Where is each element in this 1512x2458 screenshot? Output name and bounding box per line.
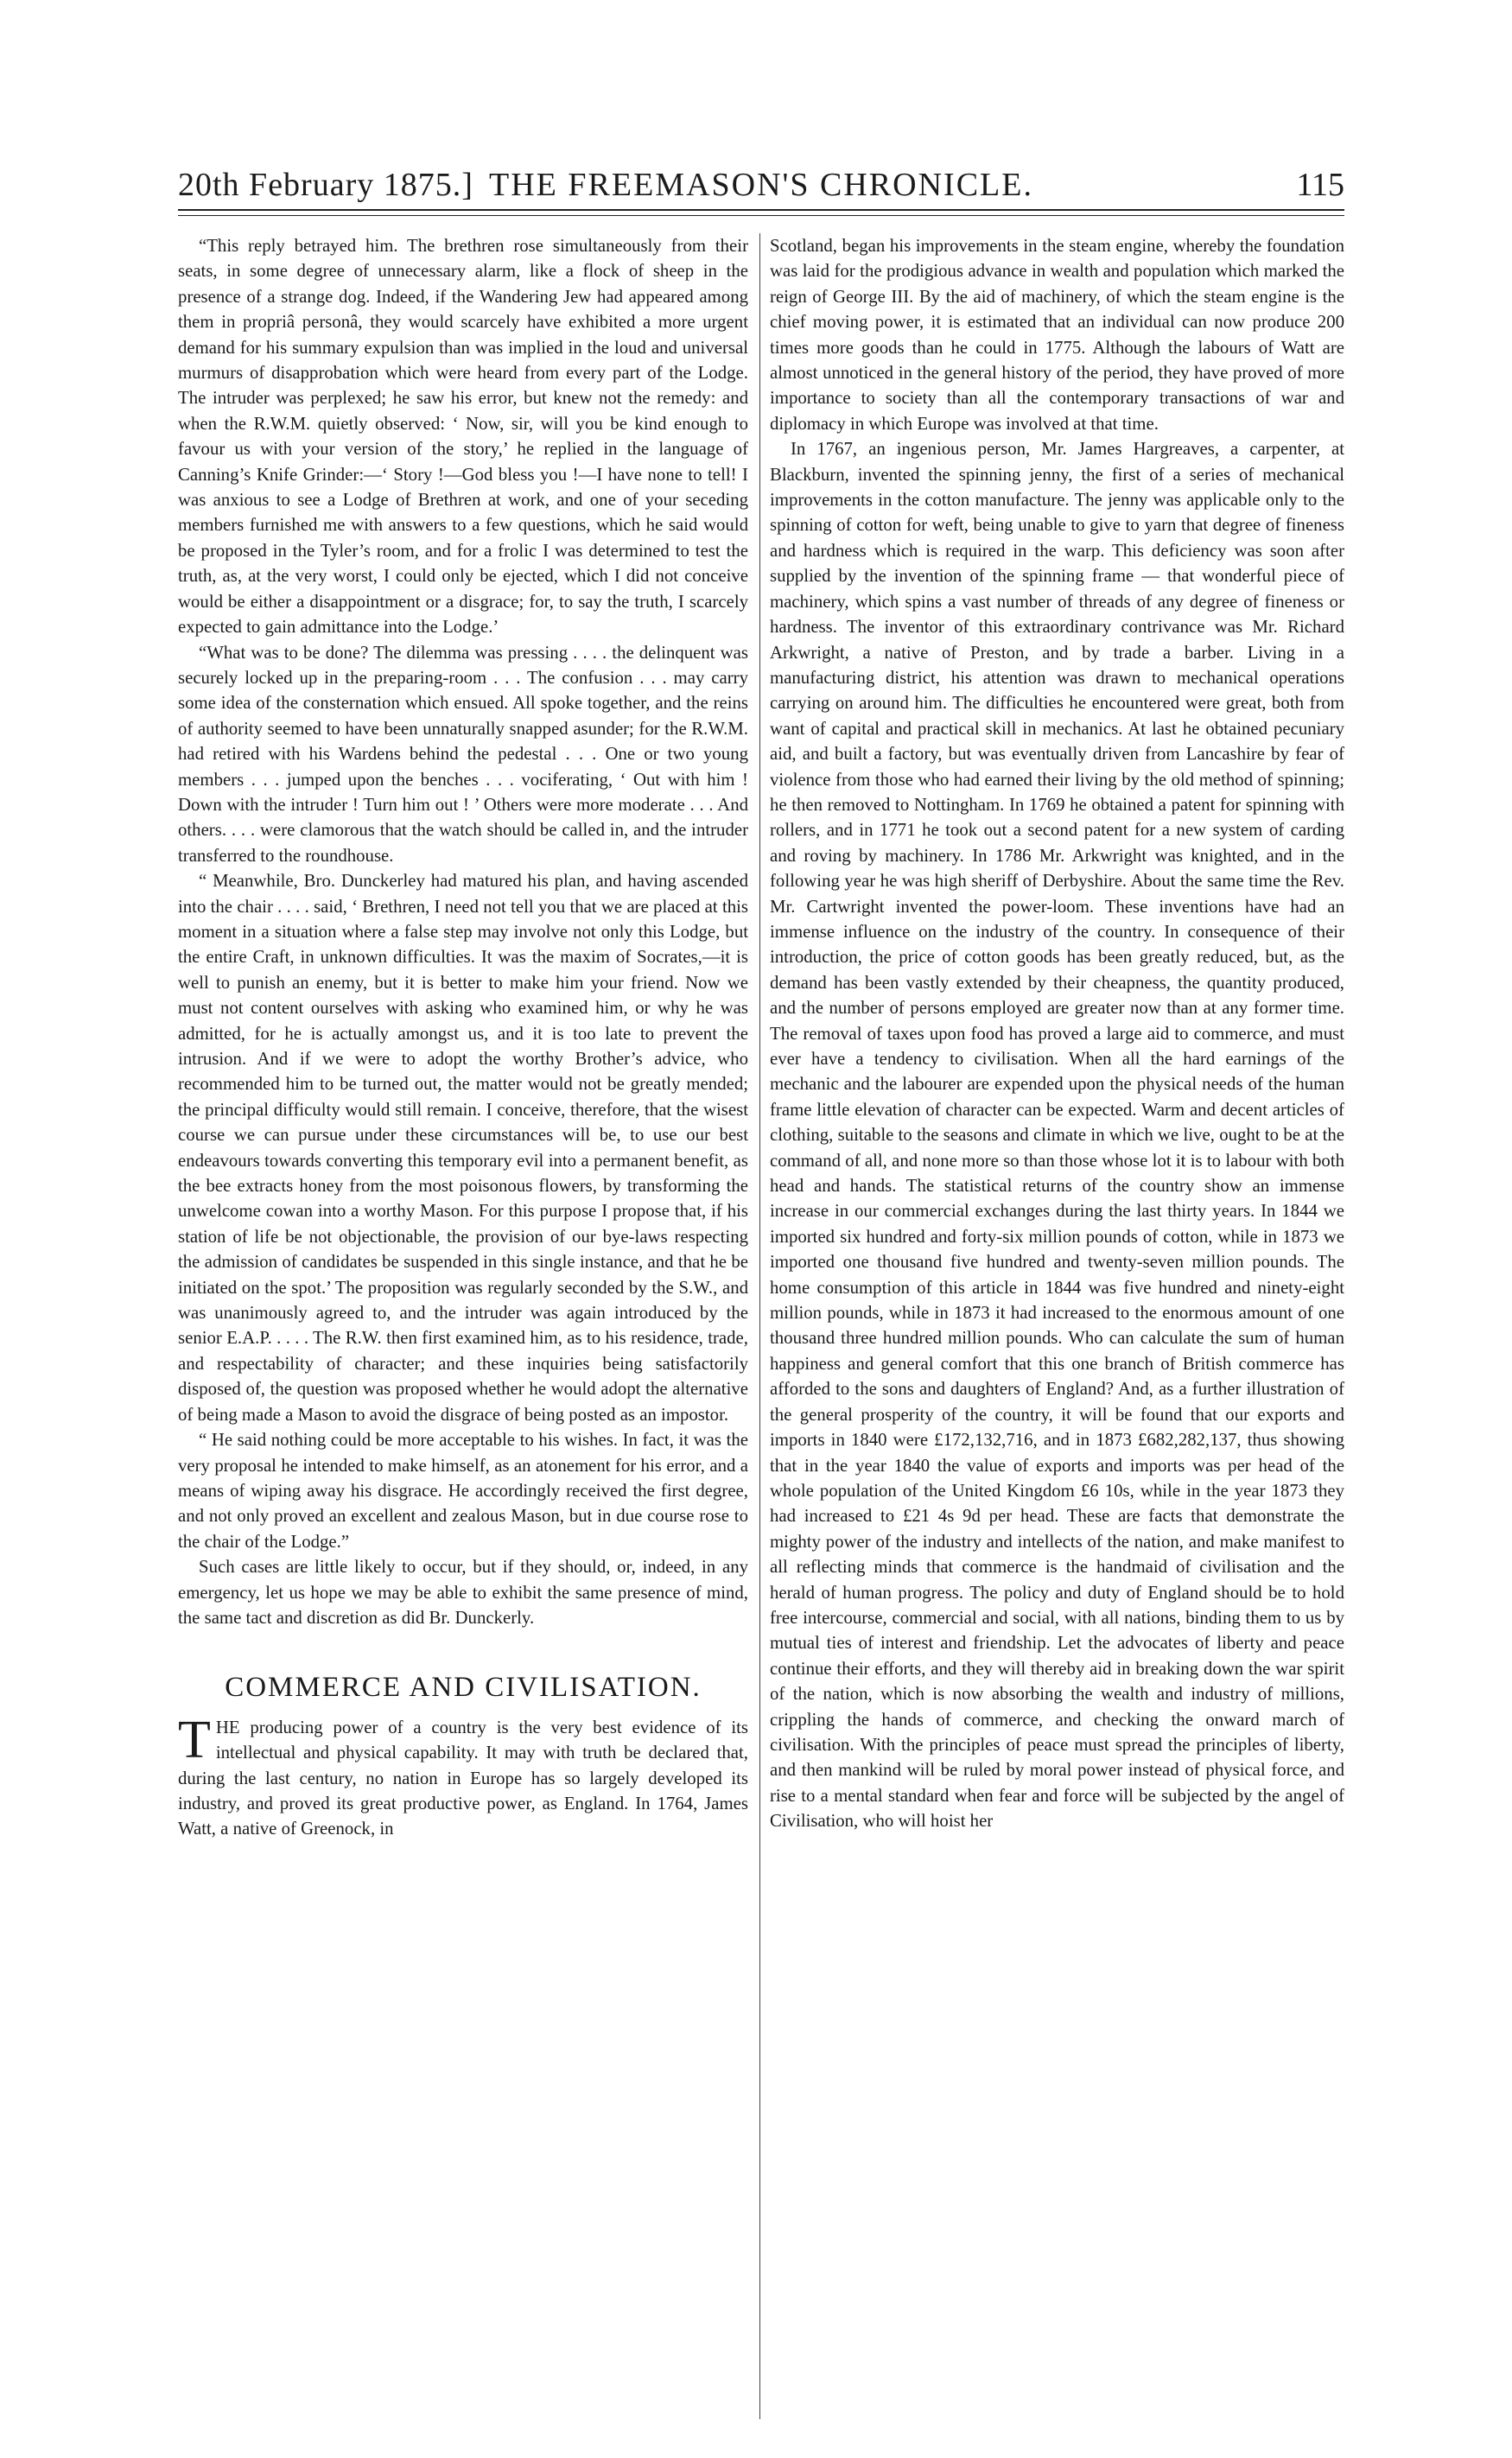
body-paragraph: “This reply betrayed him. The brethren rose simultaneously from their seats, in some degree of unnecessary alarm, like a flock of sheep in the presence of a strange dog. Indeed, if the Wandering Jew had appeared among them in propriâ personâ, they would scarcely have exhibited a more urgent demand for his summary expulsion than was implied in the loud and universal murmurs of disapprobation which were heard from every part of the Lodge. The intruder was perplexed; he saw his error, but knew not the remedy: and when the R.W.M. quietly observed: ‘ Now, sir, will you be kind enough to favour us with your version of the story,’ he replied in the language of Canning’s Knife Grinder:—‘ Story !—God bless you !—I have none to tell! I was anxious to see a Lodge of Brethren at work, and one of your seceding members furnished me with answers to a few questions, which he said would be proposed in the Tyler’s room, and for a frolic I was determined to test the truth, as, at the very worst, I could only be ejected, which I did not conceive would be either a disappointment or a disgrace; for, to say the truth, I scarcely expected to gain admittance into the Lodge.’ <box>178 236 748 638</box>
body-paragraph: “ He said nothing could be more acceptable to his wishes. In fact, it was the very proposal he intended to make himself, as an atonement for his error, and a means of wiping away his disgrace. He accordingly received the first degree, and not only proved an excellent and zealous Mason, but in due course rose to the chair of the Lodge.” <box>178 1430 748 1552</box>
header-rule-thin <box>178 215 1344 216</box>
body-paragraph: In 1767, an ingenious person, Mr. James Hargreaves, a carpenter, at Blackburn, invented the spinning jenny, the first of a series of mechanical improvements in the cotton manufacture. The jenny was applicable only to the spinning of cotton for weft, being unable to give to yarn that degree of fineness and hardness which is required in the warp. This deficiency was soon after supplied by the invention of the spinning frame — that wonderful piece of machinery, which spins a vast number of threads of any degree of fineness or hardness. The inventor of this extraordinary contrivance was Mr. Richard Arkwright, a native of Preston, and by trade a barber. Living in a manufacturing district, his attention was drawn to mechanical operations carrying on around him. The difficulties he encountered were great, both from want of capital and practical skill in mechanics. At last he obtained pecuniary aid, and built a factory, but was eventually driven from Lancashire by fear of violence from those who had earned their living by the old method of spinning; he then removed to Nottingham. In 1769 he obtained a patent for spinning with rollers, and in 1771 he took out a second patent for a new system of carding and roving by machinery. In 1786 Mr. Arkwright was knighted, and in the following year he was high sheriff of Derbyshire. About the same time the Rev. Mr. Cartwright invented the power-loom. These inventions have had an immense influence on the industry of the country. In consequence of their introduction, the price of cotton goods has been greatly reduced, but, as the demand has been vastly extended by their cheapness, the quantity produced, and the number of persons employed are greater now than at any former time. The removal of taxes upon food has proved a large aid to commerce, and must ever have a tendency to civilisation. When all the hard earnings of the mechanic and the labourer are expended upon the physical needs of the human frame little elevation of character can be expected. Warm and decent articles of clothing, suitable to the seasons and climate in which we live, ought to be at the command of all, and none more so than those whose lot it is to labour with both head and hands. The statistical returns of the country show an immense increase in our commercial exchanges during the last thirty years. In 1844 we imported six hundred and forty-six million pounds of cotton, while in 1873 we imported one thousand five hundred and twenty-seven million pounds. The home consumption of this article in 1844 was five hundred and ninety-eight million pounds, while in 1873 it had increased to the enormous amount of one thousand three hundred million pounds. Who can calculate the sum of human happiness and general comfort that this one branch of British commerce has afforded to the sons and daughters of England? And, as a further illustration of the general prosperity of the country, it will be found that our exports and imports in 1840 were £172,132,716, and in 1873 £682,282,137, thus showing that in the year 1840 the value of exports and imports was per head of the whole population of the United Kingdom £6 10s, while in the year 1873 they had increased to £21 4s 9d per head. These are facts that demonstrate the mighty power of the industry and intellects of the nation, and make manifest to all reflecting minds that commerce is the handmaid of civilisation and the herald of human progress. The policy and duty of England should be to hold free intercourse, commercial and social, with all nations, binding them to us by mutual ties of interest and friendship. Let the advocates of liberty and peace continue their efforts, and they will thereby aid in breaking down the war spirit of the nation, which is now absorbing the wealth and industry of millions, crippling the hands of commerce, and checking the onward march of civilisation. With the principles of peace must spread the principles of liberty, and then mankind will be ruled by moral power instead of physical force, and rise to a mental standard when fear and force will be subjected by the angel of Civilisation, who will hoist her <box>770 439 1344 1832</box>
section-title: COMMERCE AND CIVILISATION. <box>225 1672 702 1704</box>
section-paragraph <box>178 1710 748 1842</box>
issue-date: 20th February 1875.] <box>178 167 473 203</box>
body-paragraph: “What was to be done? The dilemma was pressing . . . . the delinquent was securely locked up in the preparing-room . . . The confusion . . . may carry some idea of the consternation which ensued. All spoke together, and the reins of authority seemed to have been unnaturally snapped asunder; for the R.W.M. had retired with his Wardens behind the pedestal . . . One or two young members . . . jumped upon the benches . . . vociferating, ‘ Out with him ! Down with the intruder ! Turn him out ! ’ Others were more moderate . . . And others. . . . were clamorous that the watch should be called in, and the intruder transferred to the roundhouse. <box>178 642 748 866</box>
body-paragraph: “ Meanwhile, Bro. Dunckerley had matured his plan, and having ascended into the chair . . . . said, ‘ Brethren, I need not tell you that we are placed at this moment in a situation where a false step may involve not only this Lodge, but the entire Craft, in unknown difficulties. It was the maxim of Socrates,—it is well to punish an enemy, but it is better to make him your friend. Now we must not content ourselves with asking who examined him, or why he was admitted, for he is actually amongst us, and it is too late to prevent the intrusion. And if we were to adopt the worthy Brother’s advice, who recommended him to be turned out, the matter would not be greatly mended; the principal difficulty would still remain. I conceive, therefore, that the wisest course we can pursue under these circumstances will be, to use our best endeavours towards converting this temporary evil into a permanent benefit, as the bee extracts honey from the most poisonous flowers, by transforming the unwelcome cowan into a worthy Mason. For this purpose I propose that, if his station of life be not objectionable, the provision of our bye-laws respecting the admission of candidates be suspended in this single instance, and that he be initiated on the spot.’ The proposition was regularly seconded by the S.W., and was unanimously agreed to, and the intruder was again introduced by the senior E.A.P. . . . . The R.W. then first examined him, as to his residence, trade, and respectability of character; and these inquiries being satisfactorily disposed of, the question was proposed whether he would adopt the alternative of being made a Mason to avoid the disgrace of being posted as an impostor. <box>178 871 748 1425</box>
body-paragraph: Scotland, began his improvements in the steam engine, whereby the foundation was laid for the prodigious advance in wealth and population which marked the reign of George III. By the aid of machinery, of which the steam engine is the chief moving power, it is estimated that an individual can now produce 200 times more goods than he could in 1775. Although the labours of Watt are almost unnoticed in the general history of the period, they have proved of more importance to society than all the contemporary transactions of war and diplomacy in which Europe was involved at that time. <box>770 236 1344 434</box>
header-rule <box>178 209 1344 211</box>
page-number: 115 <box>1296 167 1344 203</box>
right-column <box>770 233 1344 1834</box>
body-paragraph: Such cases are little likely to occur, but if they should, or, indeed, in any emergency, let us hope we may be able to exhibit the same presence of mind, the same tact and discretion as did Br. Dunckerly. <box>178 1557 748 1628</box>
publication-title: THE FREEMASON'S CHRONICLE. <box>489 167 1033 203</box>
left-column <box>178 233 748 1842</box>
page-header <box>178 166 1344 207</box>
column-divider <box>759 233 760 2419</box>
drop-cap: T <box>178 1710 211 1769</box>
section-paragraph-text: HE producing power of a country is the very best evidence of its intellectual and physical capability. It may with truth be declared that, during the last century, no nation in Europe has so largely developed its industry, and proved its great productive power, as England. In 1764, James Watt, a native of Greenock, in <box>178 1717 748 1839</box>
